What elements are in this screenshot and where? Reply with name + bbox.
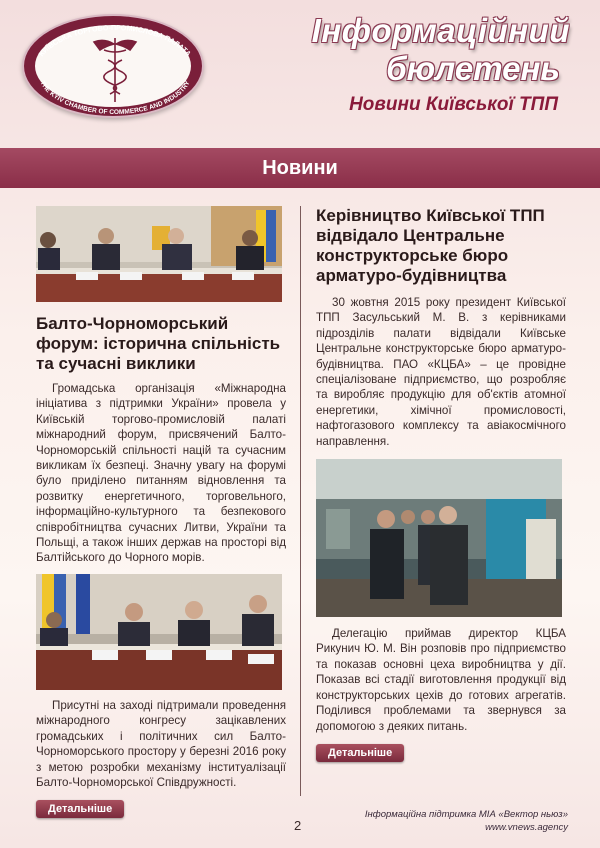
bulletin-title-line2: бюлетень bbox=[386, 50, 560, 87]
right-more-button[interactable]: Детальніше bbox=[316, 744, 404, 762]
footer-info bbox=[365, 808, 568, 834]
section-title: Новини bbox=[262, 157, 338, 179]
header bbox=[0, 0, 600, 148]
left-more-button[interactable]: Детальніше bbox=[36, 800, 124, 818]
right-article-paragraph-1: 30 жовтня 2015 року президент Київської ТПП Засульський М. В. з керівниками підрозділів палати відвідали Київське Центральне конструкторське бюро арматуро-будівництва. ПАО «КЦБА» – це провідне спеціалізоване підприємство, що розробляє та виробляє продукцію для об'єктів атомної енергетики, хімічної промисловості, нафтогазового комплексу та авіакосмічного направлення. bbox=[316, 296, 566, 448]
caduceus-icon bbox=[94, 38, 136, 102]
right-article-paragraph-2: Делегацію приймав директор КЦБА Рикунич Ю. М. Він розповів про підприємство та показав основні цеха виробництва у дії. Показав всі стадії виготовлення продукції від конструкторських цехів до готових агрегатів. Поділився проблемами та звернувся за допомогою з деяких питань. bbox=[316, 627, 566, 733]
logo-ring-bottom-text: THE KYIV CHAMBER OF COMMERCE AND INDUSTRY bbox=[38, 79, 192, 117]
forum-panel-image bbox=[36, 206, 282, 302]
right-article-title[interactable]: Керівництво Київської ТПП відвідало Центральне конструкторське бюро арматуро-будівництва bbox=[316, 206, 545, 285]
logo-emblem bbox=[24, 16, 206, 120]
forum-audience-image bbox=[36, 574, 282, 690]
forum-photo-panel[interactable] bbox=[36, 206, 282, 302]
forum-photo-audience[interactable] bbox=[36, 574, 282, 690]
page-number: 2 bbox=[294, 818, 302, 833]
bulletin-subtitle: Новини Київської ТПП bbox=[349, 94, 558, 115]
column-divider bbox=[300, 206, 301, 796]
left-article bbox=[36, 206, 286, 818]
website-link[interactable]: www.vnews.agency bbox=[485, 822, 568, 833]
factory-visit-photo[interactable] bbox=[316, 459, 562, 617]
support-text: Інформаційна підтримка МІА «Вектор ньюз» bbox=[364, 809, 568, 820]
right-article bbox=[316, 206, 566, 762]
left-article-title[interactable]: Балто-Чорноморський форум: історична спільність та сучасні виклики bbox=[36, 314, 281, 373]
left-article-paragraph-2: Присутні на заході підтримали проведення міжнародного конгресу зацікавлених громадських і політичних сил Балто-Чорноморського простору у березні 2016 року з метою розробки механізму інституалізації Балто-Чорноморської Співдружності. bbox=[36, 698, 286, 789]
chamber-logo[interactable] bbox=[22, 14, 204, 118]
factory-visit-image bbox=[316, 459, 562, 617]
section-band bbox=[0, 148, 600, 188]
left-article-paragraph-1: Громадська організація «Міжнародна ініціатива з підтримки України» провела у Київській торгово-промисловій палаті міжнародний форум, присвячений Балто-Чорноморській спільності націй та сучасним викликам їх безпеці. Значну увагу на форумі було приділено питанням відновлення та розвитку енергетичного, торговельного, інформаційно-культурного та безпекового співробітництва сучасних Литви, України та Польщі, а також інших держав на просторі від Балтійського до Чорного морів. bbox=[36, 382, 286, 565]
logo-ring-top-text: КИЇВСЬКА ТОРГОВО-ПРОМИСЛОВА ПАЛАТА bbox=[36, 22, 194, 59]
bulletin-title-line1: Інформаційний bbox=[311, 12, 570, 49]
